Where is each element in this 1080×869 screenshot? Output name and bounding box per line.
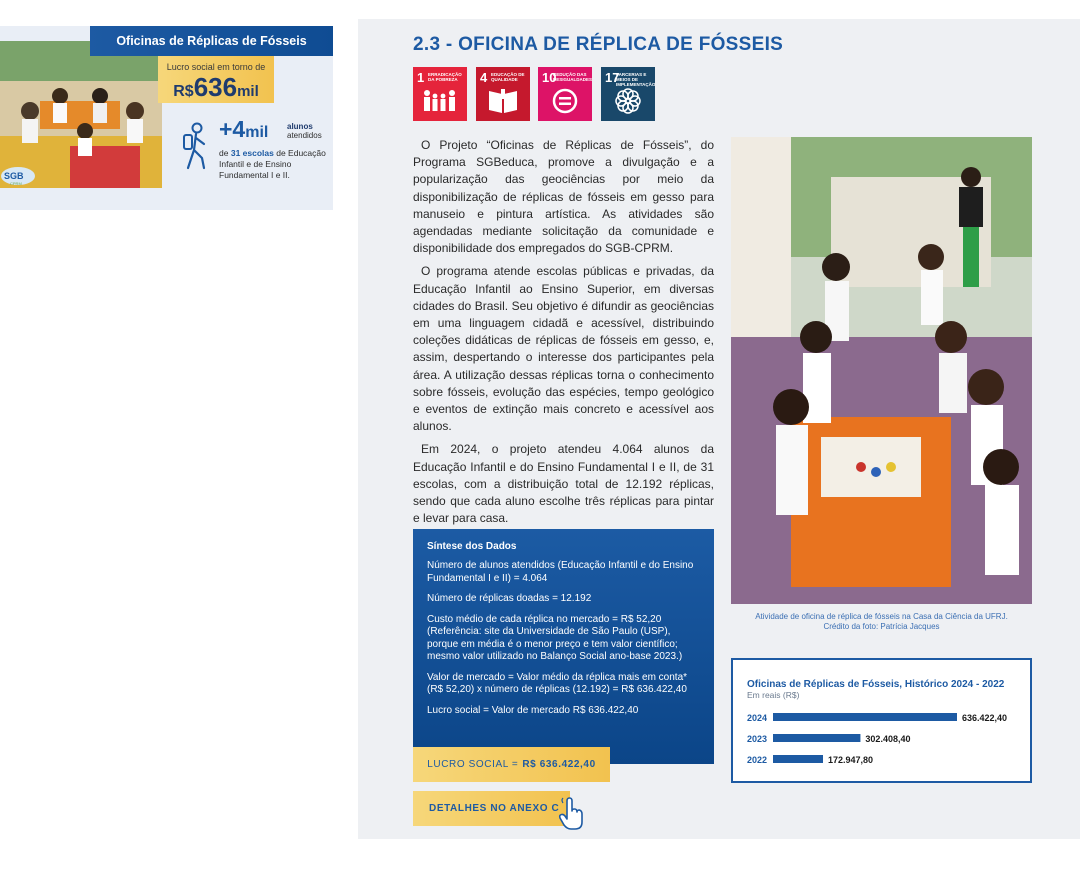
sdg-badge-10 <box>538 67 592 121</box>
sdg-label: PARCERIAS E MEIOS DE IMPLEMENTAÇÃO <box>616 72 656 87</box>
sintese-item: Valor de mercado = Valor médio da réplica mais em conta* (R$ 52,20) x número de réplicas (12.192) = R$ 636.422,40 <box>427 671 688 695</box>
lucro-currency: R$ <box>173 83 194 100</box>
escolas-text <box>219 148 334 181</box>
lucro-social-box <box>413 747 610 782</box>
caption-line-2: Crédito da foto: Patrícia Jacques <box>823 622 940 631</box>
lucro-number: 636 <box>193 72 238 102</box>
chart-bar-2022 <box>773 755 823 763</box>
sintese-item: Lucro social = Valor de mercado R$ 636.422,40 <box>427 704 639 716</box>
lucro-social-value: R$ 636.422,40 <box>522 759 596 770</box>
sdg-number: 1 <box>417 70 425 85</box>
pointer-hand-icon <box>557 797 585 831</box>
chart-subtitle: Em reais (R$) <box>747 690 800 700</box>
sintese-item: Custo médio de cada réplica no mercado = R$ 52,20 (Referência: site da Universidade de São Paulo (USP), porque em média é o menor preço e tem valor científico; mesmo valor utilizado no Balanço Social ano-base 2023.) <box>427 613 683 662</box>
lucro-social-label: LUCRO SOCIAL = <box>427 759 519 770</box>
sdg-number: 17 <box>605 70 620 85</box>
escolas-prefix: de <box>219 148 229 158</box>
chart-bar-2023 <box>773 734 860 742</box>
chart-category-label: 2024 <box>747 713 768 723</box>
walking-student-icon <box>180 122 212 172</box>
chart-canvas <box>733 660 1030 781</box>
paragraph-3: Em 2024, o projeto atendeu 4.064 alunos da Educação Infantil e do Ensino Fundamental I e II, de 31 escolas, com a distribuição total de 12.192 réplicas, sendo que cada aluno escolhe três réplicas para pintar e levar para casa. <box>413 442 714 526</box>
sintese-title: Síntese dos Dados <box>427 541 517 552</box>
alunos-label-1: alunos <box>287 122 313 131</box>
details-annex-button[interactable] <box>413 791 570 826</box>
sdg-badge-4 <box>476 67 530 121</box>
lucro-label: Lucro social em torno de <box>166 62 266 72</box>
chart-category-label: 2023 <box>747 734 768 744</box>
lucro-amount <box>158 72 274 103</box>
chart-category-label: 2022 <box>747 755 768 765</box>
family-icon <box>422 87 458 115</box>
section-title: 2.3 - OFICINA DE RÉPLICA DE FÓSSEIS <box>413 34 784 55</box>
chart-bar-2024 <box>773 713 957 721</box>
sdg-label: REDUÇÃO DAS DESIGUALDADES <box>553 72 593 82</box>
summary-banner: Oficinas de Réplicas de Fósseis <box>90 26 333 56</box>
escolas-suffix: de Educação Infantil e de Ensino Fundamental I e II. <box>219 148 326 180</box>
sintese-item: Número de alunos atendidos (Educação Infantil e do Ensino Fundamental I e II) = 4.064 <box>427 560 694 584</box>
lucro-highlight <box>158 56 274 103</box>
sintese-item: Número de réplicas doadas = 12.192 <box>427 593 592 604</box>
equality-icon <box>547 87 583 115</box>
sdg-badge-1 <box>413 67 467 121</box>
escolas-bold: 31 escolas <box>230 148 274 158</box>
body-text <box>413 137 714 533</box>
chart-title: Oficinas de Réplicas de Fósseis, Histórico 2024 - 2022 <box>747 679 1005 690</box>
partnership-flower-icon <box>610 87 646 115</box>
paragraph-1: O Projeto “Oficinas de Réplicas de Fósseis”, do Programa SGBeduca, promove a divulgação e a popularização das geociências por meio da disponibilização de réplicas de fósseis em gesso para manuseio e pintura artística. As atividades são agendadas mediante solicitação da comunidade e disponibilidade dos empregados do SGB-CPRM. <box>413 138 714 256</box>
sdg-badge-17 <box>601 67 655 121</box>
book-icon <box>485 87 521 115</box>
summary-card <box>0 26 333 210</box>
sdg-label: ERRADICAÇÃO DA POBREZA <box>428 72 462 82</box>
workshop-photo <box>731 137 1032 604</box>
paragraph-2: O programa atende escolas públicas e privadas, da Educação Infantil ao Ensino Superior, em diversas cidades do Brasil. Seu objetivo é difundir as geociências em uma linguagem cidadã e acessível, distribuindo coleções didáticas de réplicas de fósseis em gesso, e, assim, despertando o interesse dos participantes pela área. A utilização dessas réplicas torna o conhecimento sobre fósseis, evolução das espécies, tempo geológico e eventos de extinção mais concreto e acessível aos alunos. <box>413 264 714 434</box>
sintese-box <box>413 529 714 764</box>
history-chart <box>731 658 1032 783</box>
chart-value-label: 636.422,40 <box>962 713 1008 723</box>
logo-text: SGB <box>4 171 24 181</box>
alunos-unit: mil <box>245 124 269 141</box>
details-annex-label: DETALHES NO ANEXO C <box>429 803 560 814</box>
caption-line-1: Atividade de oficina de réplica de fósseis na Casa da Ciência da UFRJ. <box>755 612 1008 621</box>
alunos-plus: +4 <box>219 116 246 142</box>
sgb-logo <box>0 166 36 186</box>
logo-sub: CPRM <box>10 181 22 186</box>
photo-caption <box>731 612 1032 632</box>
sdg-number: 10 <box>542 70 557 85</box>
sdg-label: EDUCAÇÃO DE QUALIDADE <box>491 72 525 82</box>
alunos-label-2: atendidos <box>287 131 322 140</box>
lucro-unit: mil <box>237 83 259 100</box>
sdg-number: 4 <box>480 70 488 85</box>
chart-value-label: 172.947,80 <box>828 755 874 765</box>
chart-value-label: 302.408,40 <box>865 734 911 744</box>
alunos-count <box>219 116 268 143</box>
alunos-label <box>287 122 322 140</box>
